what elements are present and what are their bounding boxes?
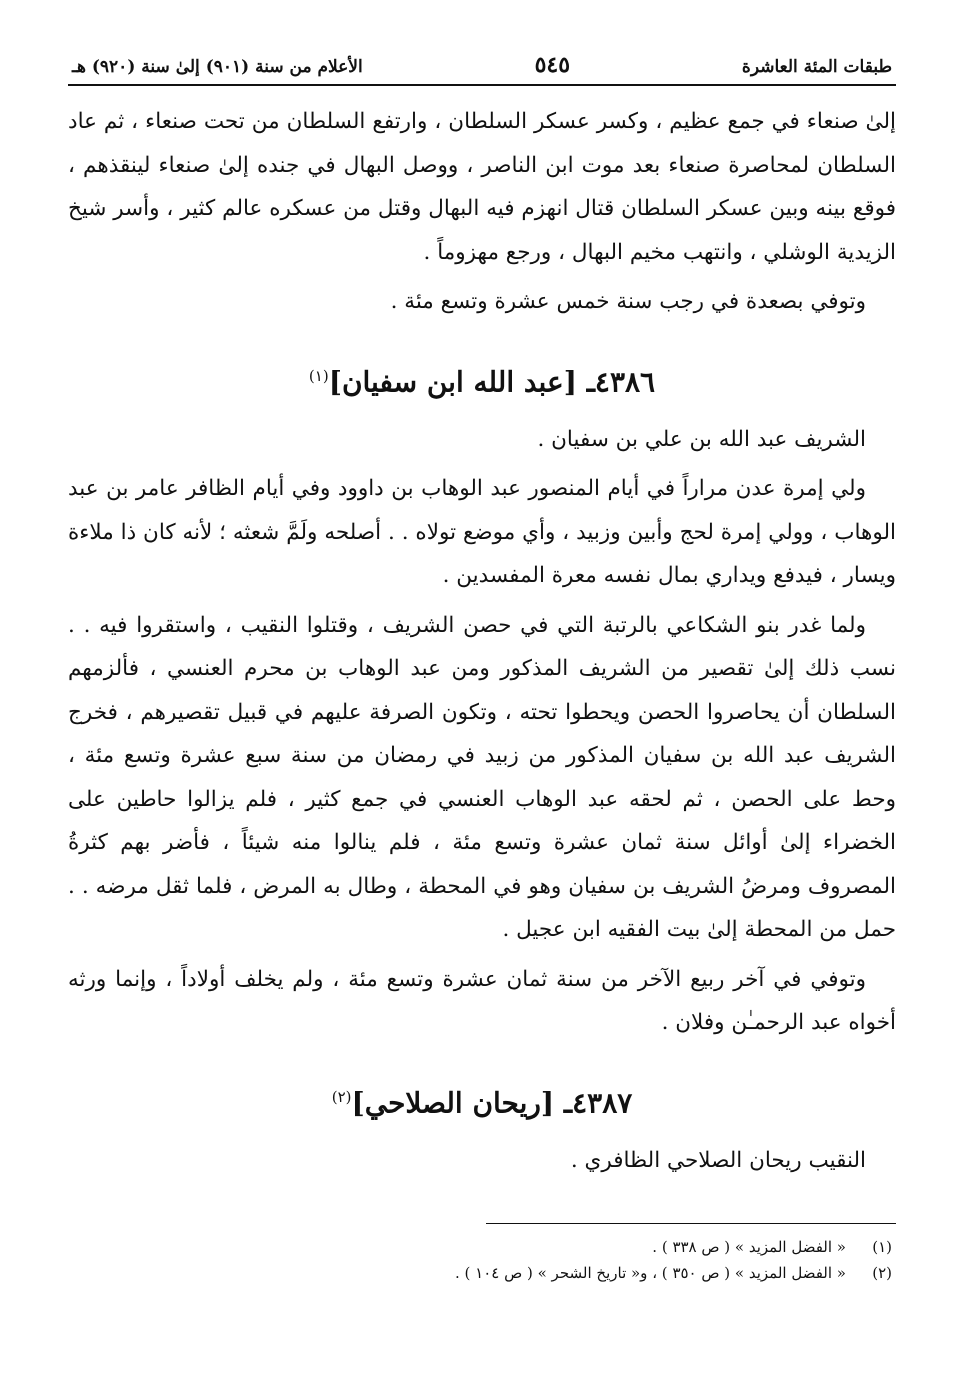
page-number: ٥٤٥ [534,52,571,78]
footnotes [68,1234,896,1286]
header-right-title: طبقات المئة العاشرة [741,57,892,77]
footnote-number: (٢) [872,1263,892,1282]
paragraph: النقيب ريحان الصلاحي الظافري . [570,1148,866,1174]
paragraph: إلىٰ صنعاء في جمع عظيم ، وكسر عسكر السلطان ، وارتفع السلطان من تحت صنعاء ، ثم عاد السلطان لمحاصرة صنعاء بعد موت ابن الناصر ، ووصل البهال في جنده إلىٰ صنعاء لينقذهم ، فوقع بينه وبين عسكر السلطان قتال انهزم فيه البهال وقتل من عسكره عالم كثير ، وأسر شيخ الزيدية الوشلي ، وانتهب مخيم البهال ، ورجع مهزوماً . [68,109,896,265]
paragraph: ولي إمرة عدن مراراً في أيام المنصور عبد الوهاب بن داوود وفي أيام الظافر عامر بن عبد الوهاب ، وولي إمرة لحج وأبين وزبيد ، وأي موضع تولاه . . أصلحه ولَمَّ شعثه ؛ لأنه كان ذا ملاءة ويسار ، فيدفع ويداري بمال نفسه معرة المفسدين . [68,476,896,589]
entry-heading-text: ٤٣٨٧ـ [ريحان الصلاحي] [351,1086,633,1120]
footnote [68,1234,896,1260]
book-page [68,52,896,1286]
paragraph: الشريف عبد الله بن علي بن سفيان . [537,426,866,452]
paragraph: وتوفي بصعدة في رجب سنة خمس عشرة وتسع مئة . [390,289,866,314]
footnote-text: « الفضل المزيد » ( ص ٣٥٠ ) ، و« تاريخ الشحر » ( ص ١٠٤ ) . [454,1263,846,1282]
footnote-text: « الفضل المزيد » ( ص ٣٣٨ ) . [652,1237,846,1256]
page-body [68,100,896,1183]
paragraph: وتوفي في آخر ربيع الآخر من سنة ثمان عشرة وتسع مئة ، ولم يخلف أولاداً ، وإنما ورثه أخواه عبد الرحمـٰن وفلان . [68,966,896,1036]
entry-heading-text: ٤٣٨٦ـ [عبد الله ابن سفيان] [328,364,656,398]
header-left-title: الأعلام من سنة (٩٠١) إلىٰ سنة (٩٢٠) هـ [72,57,363,77]
entry-heading [68,354,896,404]
footnote-ref: (٢) [331,1087,352,1106]
entry-heading [68,1075,896,1125]
footnote-number: (١) [872,1237,892,1256]
footnote-separator [486,1223,896,1224]
footnote [68,1260,896,1286]
footnote-ref: (١) [308,366,329,385]
paragraph: ولما غدر بنو الشكاعي بالرتبة التي في حصن الشريف ، وقتلوا النقيب ، واستقروا فيه . . نسب ذلك إلىٰ تقصير من الشريف المذكور ومن عبد الوهاب بن محرم العنسي ، فألزمهم السلطان أن يحاصروا الحصن ويحطوا تحته ، وتكون الصرفة عليهم في قبيل تقصيرهم ، فخرج الشريف عبد الله بن سفيان المذكور من زبيد في رمضان من سنة سبع عشرة وتسع مئة ، وحط على الحصن ، ثم لحقه عبد الوهاب العنسي في جمع كثير ، فلم يزالوا حاطين على الخضراء إلىٰ أوائل سنة ثمان عشرة وتسع مئة ، فلم ينالوا منه شيئاً ، فأضر بهم كثرةُ المصروف ومرضُ الشريف بن سفيان وهو في المحطة ، وطال به المرض ، فلما ثقل مرضه . . حمل من المحطة إلىٰ بيت الفقيه ابن عجيل . [68,612,896,943]
running-header [68,52,896,86]
